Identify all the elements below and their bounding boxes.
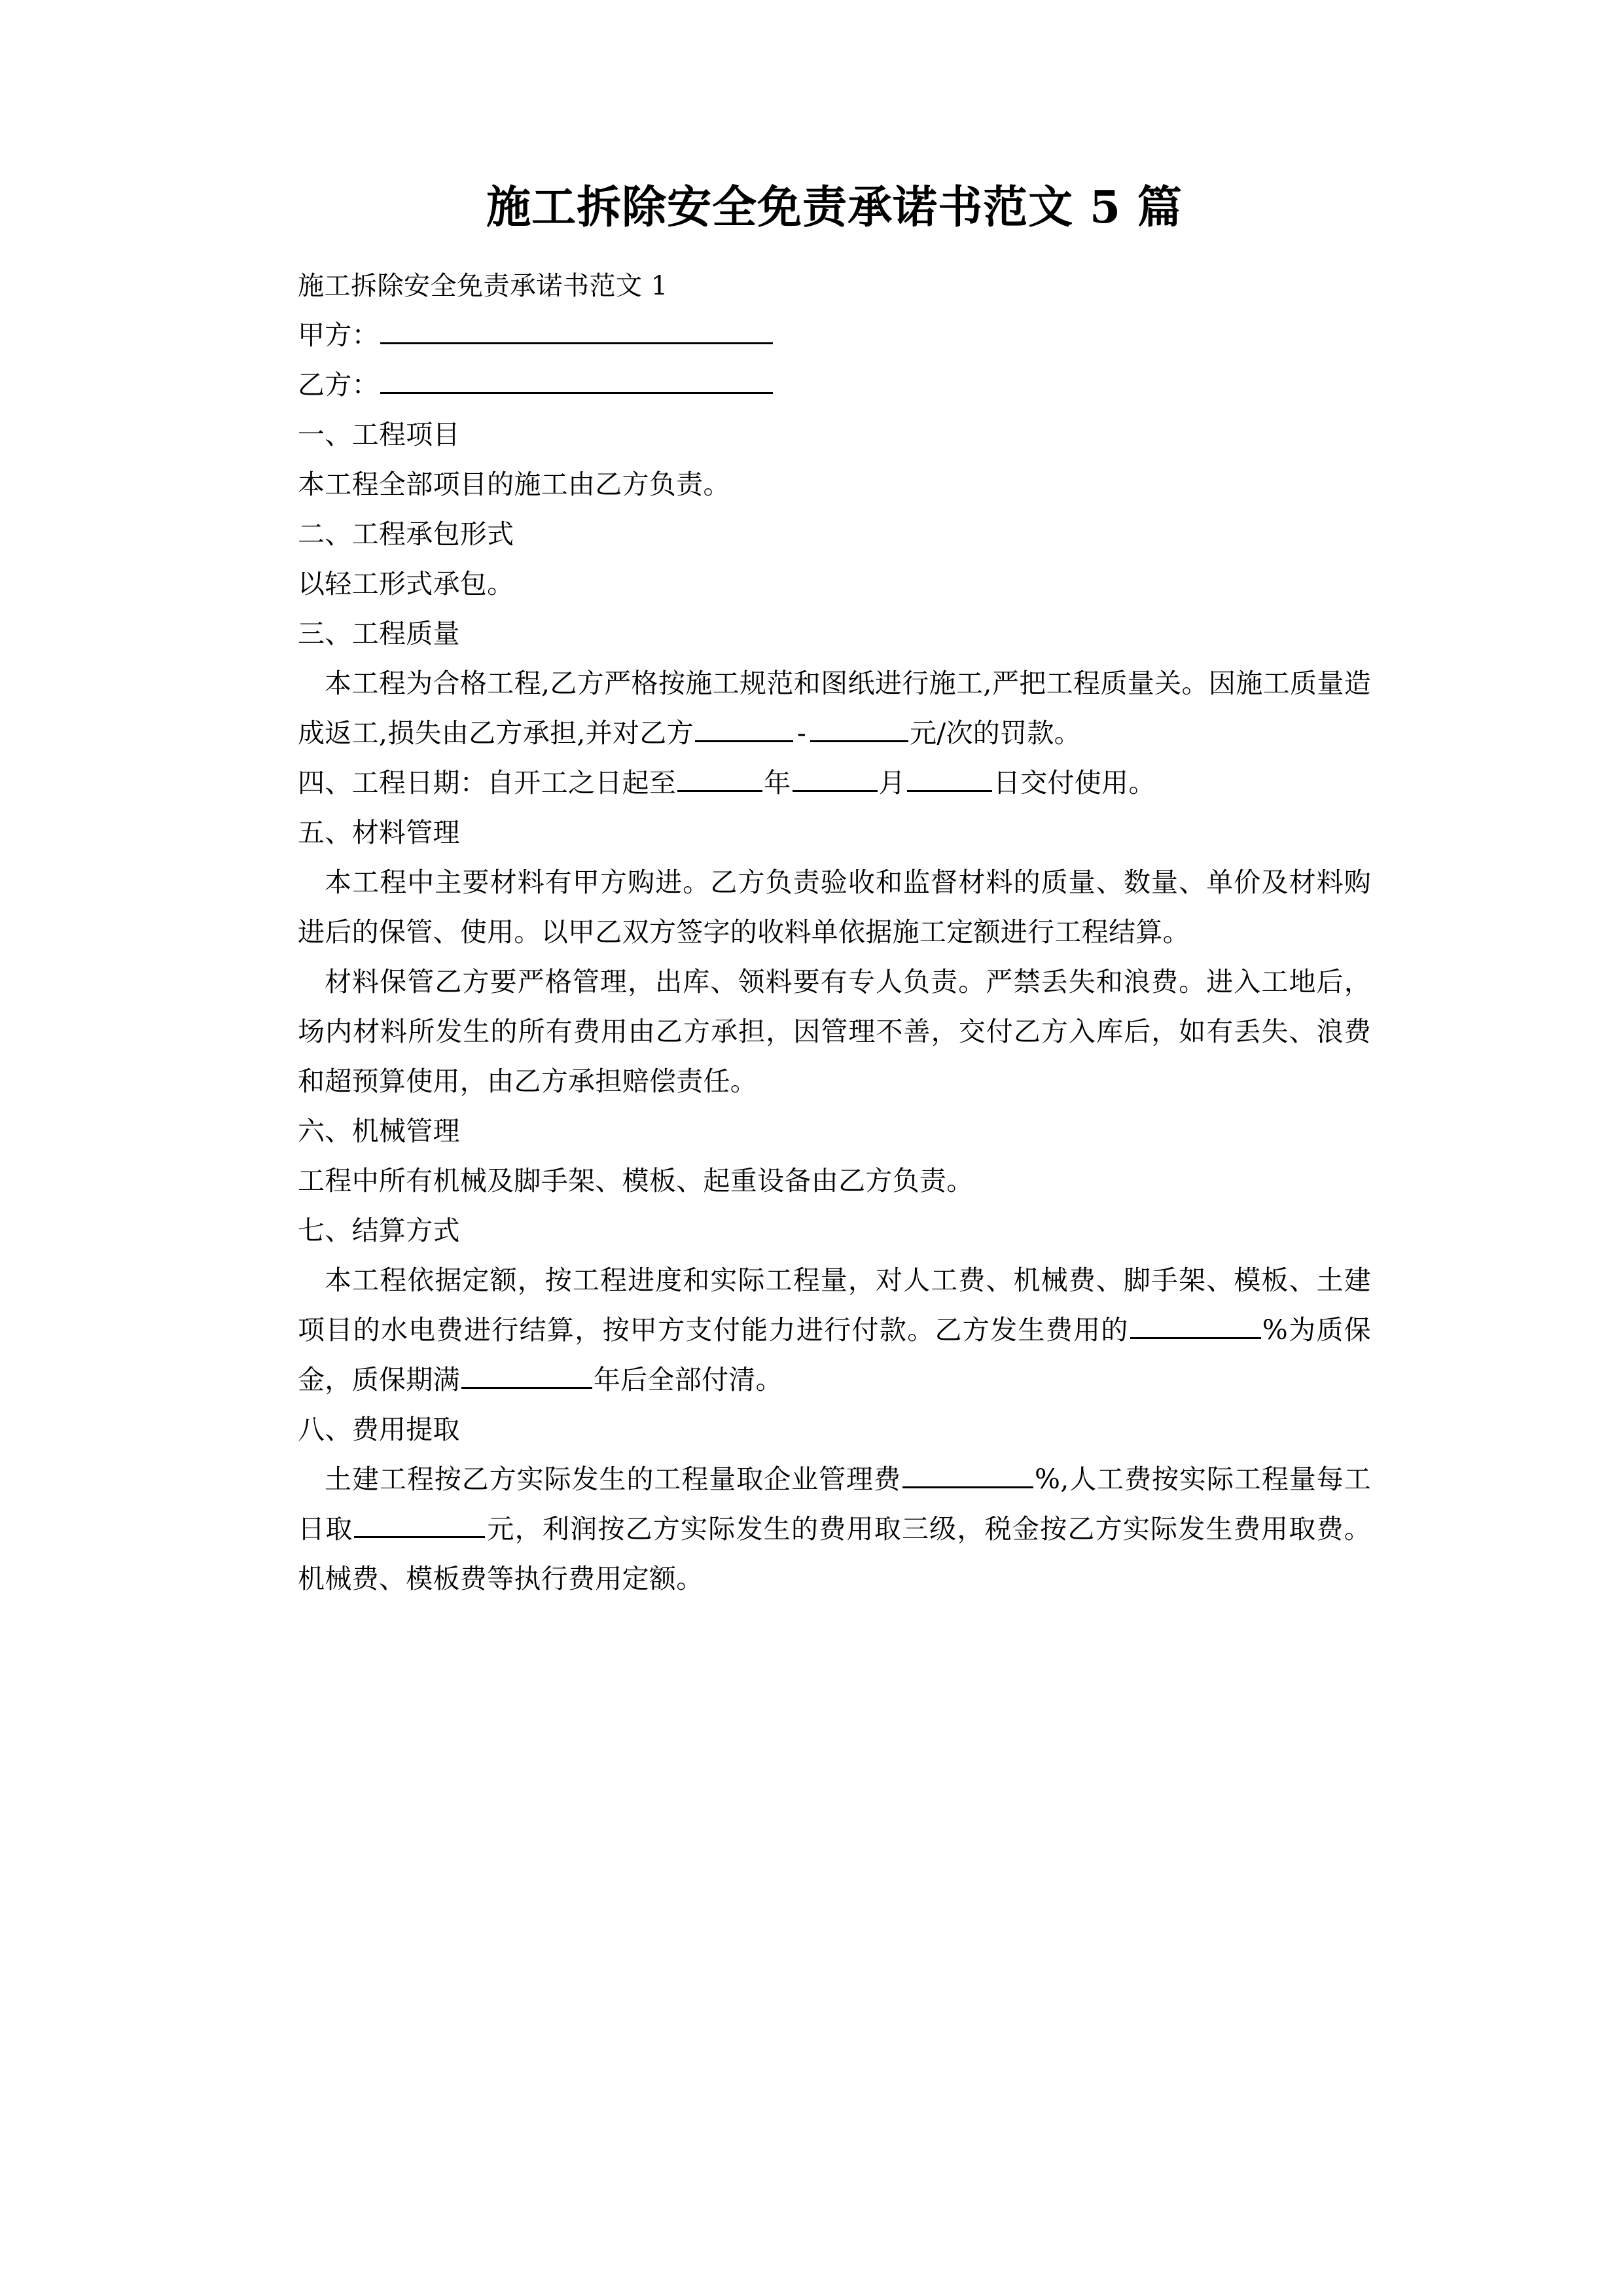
section-body-2: 以轻工形式承包。 [298, 567, 514, 600]
management-fee-blank[interactable] [902, 1462, 1033, 1488]
date-label: 四、工程日期：自开工之日起至 [298, 766, 677, 798]
document-subtitle: 施工拆除安全免责承诺书范文 1 [298, 270, 668, 301]
page-title: 施工拆除安全免责承诺书范文 5 篇 [486, 181, 1183, 234]
fee-text-2: %,人工费按实际工程量每工日取 [298, 1463, 1371, 1545]
party-b-blank[interactable] [380, 367, 773, 394]
section-heading-7: 七、结算方式 [298, 1214, 460, 1246]
section-body-5b: 材料保管乙方要严格管理，出库、领料要有专人负责。严禁丢失和浪费。进入工地后，场内材料所发生的所有费用由乙方承担，因管理不善，交付乙方入库后，如有丢失、浪费和超预算使用，由乙方承担赔偿责任。 [298, 965, 1371, 1097]
section-body-8 [298, 1454, 1371, 1604]
settlement-text-3: 年后全部付清。 [593, 1363, 783, 1395]
warranty-percent-blank[interactable] [1130, 1312, 1261, 1339]
party-b-label: 乙方： [298, 368, 379, 401]
penalty-min-blank[interactable] [695, 715, 793, 742]
section-body-1: 本工程全部项目的施工由乙方负责。 [298, 468, 730, 500]
fee-text-3: 元，利润按乙方实际发生的费用取三级，税金按乙方实际发生费用取费。机械费、模板费等执行费用定额。 [298, 1513, 1371, 1594]
quality-text-before: 本工程为合格工程,乙方严格按施工规范和图纸进行施工,严把工程质量关。因施工质量造成返工,损失由乙方承担,并对乙方 [298, 667, 1371, 749]
daily-wage-blank[interactable] [354, 1511, 485, 1538]
party-a-blank[interactable] [380, 317, 773, 344]
party-a-label: 甲方： [298, 319, 379, 351]
penalty-range-dash: - [796, 717, 807, 749]
section-body-5a: 本工程中主要材料有甲方购进。乙方负责验收和监督材料的质量、数量、单价及材料购进后的保管、使用。以甲乙双方签字的收料单依据施工定额进行工程结算。 [298, 866, 1371, 948]
warranty-years-blank[interactable] [461, 1362, 592, 1389]
penalty-max-blank[interactable] [810, 715, 908, 742]
date-day-blank[interactable] [907, 765, 992, 792]
unit-month: 月 [878, 766, 906, 798]
section-heading-8: 八、费用提取 [298, 1413, 460, 1445]
unit-year: 年 [764, 766, 791, 798]
unit-day: 日交付使用。 [993, 766, 1156, 798]
section-heading-1: 一、工程项目 [298, 418, 460, 450]
section-heading-5: 五、材料管理 [298, 816, 460, 848]
date-year-blank[interactable] [677, 765, 762, 792]
section-body-7 [298, 1255, 1371, 1405]
fee-text-1: 土建工程按乙方实际发生的工程量取企业管理费 [325, 1463, 901, 1495]
section-body-3 [298, 658, 1371, 758]
section-heading-2: 二、工程承包形式 [298, 518, 514, 550]
settlement-text-1: 本工程依据定额，按工程进度和实际工程量，对人工费、机械费、脚手架、模板、土建项目的水电费进行结算，按甲方支付能力进行付款。乙方发生费用的 [298, 1264, 1371, 1346]
party-a-line [298, 310, 1371, 360]
section-heading-3: 三、工程质量 [298, 617, 460, 649]
date-month-blank[interactable] [793, 765, 878, 792]
section-heading-6: 六、机械管理 [298, 1115, 460, 1147]
party-b-line [298, 360, 1371, 410]
section-body-6: 工程中所有机械及脚手架、模板、起重设备由乙方负责。 [298, 1164, 974, 1196]
document-content [298, 0, 1371, 1604]
quality-text-after: 元/次的罚款。 [910, 717, 1081, 749]
settlement-text-2: %为质保金，质保期满 [298, 1314, 1371, 1395]
section-heading-4 [298, 758, 1371, 808]
